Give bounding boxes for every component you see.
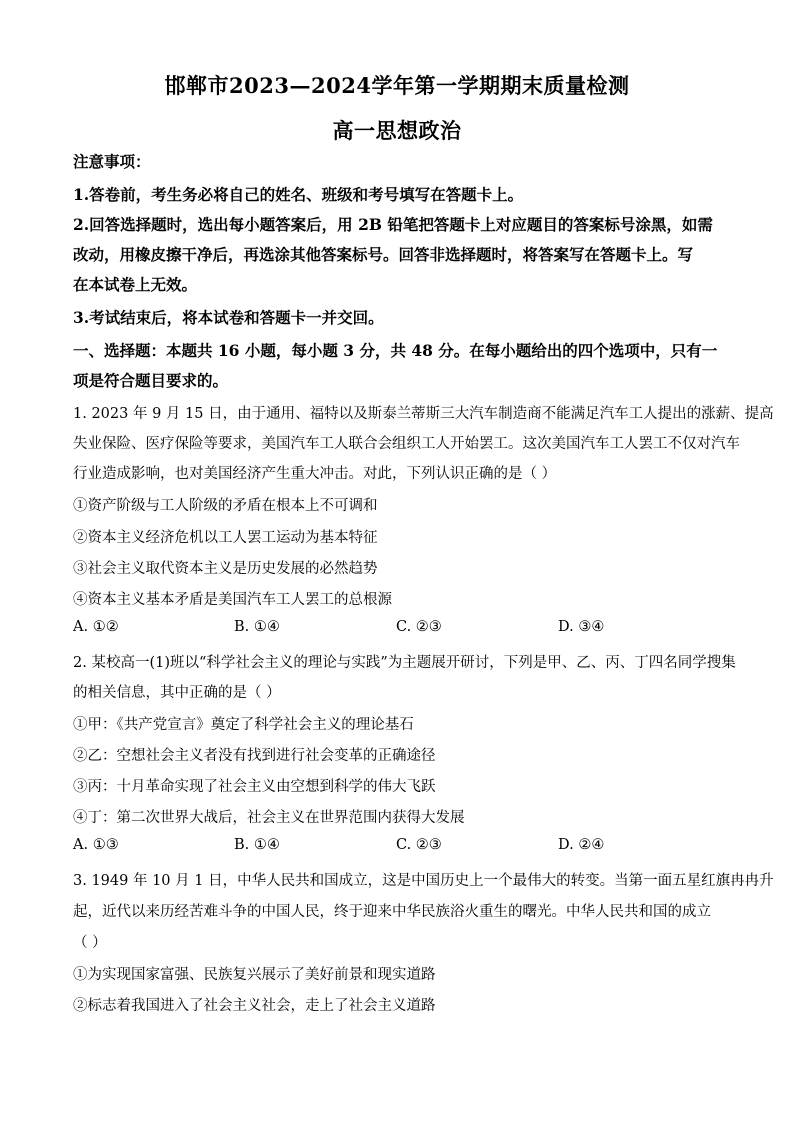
exam-title: 邯郸市2023—2024学年第一学期期末质量检测 [164,73,630,98]
notice-heading: 注意事项： [73,152,151,171]
q1-item: ③社会主义取代资本主义是历史发展的必然趋势 [73,561,378,577]
notice-line: 3.考试结束后，将本试卷和答题卡一并交回。 [73,308,384,327]
section-header: 项是符合题目要求的。 [73,371,229,390]
q2-item: ②乙：空想社会主义者没有找到进行社会变革的正确途径 [73,748,436,764]
q1-item: ①资产阶级与工人阶级的矛盾在根本上不可调和 [73,498,378,514]
q2-option-a: A. ①③ [73,837,119,853]
q1-option-b: B. ①④ [234,619,280,635]
q1-stem: 1. 2023 年 9 月 15 日，由于通用、福特以及斯泰兰蒂斯三大汽车制造商不能满足汽车工人提出的涨薪、提高 [73,406,774,422]
q2-option-d: D. ②④ [558,837,605,853]
q3-stem: 3. 1949 年 10 月 1 日，中华人民共和国成立，这是中国历史上一个最伟大的转变。当第一面五星红旗冉冉升 [73,873,774,889]
q2-stem: 的相关信息，其中正确的是（ ） [73,685,281,701]
notice-line: 在本试卷上无效。 [73,275,198,294]
q1-stem: 行业造成影响，也对美国经济产生重大冲击。对此，下列认识正确的是（ ） [73,466,557,482]
notice-line: 1.答卷前，考生务必将自己的姓名、班级和考号填写在答题卡上。 [73,185,524,204]
q1-option-a: A. ①② [73,619,119,635]
q2-item: ④丁：第二次世界大战后，社会主义在世界范围内获得大发展 [73,810,465,826]
q3-stem: 起，近代以来历经苦难斗争的中国人民，终于迎来中华民族浴火重生的曙光。中华人民共和国的成立 [73,904,711,920]
q1-stem: 失业保险、医疗保险等要求，美国汽车工人联合会组织工人开始罢工。这次美国汽车工人罢工不仅对汽车 [73,436,740,452]
exam-subtitle: 高一思想政治 [332,118,462,143]
q3-item: ①为实现国家富强、民族复兴展示了美好前景和现实道路 [73,967,436,983]
notice-line: 2.回答选择题时，选出每小题答案后，用 2B 铅笔把答题卡上对应题目的答案标号涂黑，如需 [73,215,713,234]
section-header: 一、选择题：本题共 16 小题，每小题 3 分，共 48 分。在每小题给出的四个选项中，只有一 [73,341,718,360]
q1-item: ②资本主义经济危机以工人罢工运动为基本特征 [73,530,378,546]
q3-stem: （ ） [73,935,107,951]
q2-item: ①甲：《共产党宣言》奠定了科学社会主义的理论基石 [73,717,414,733]
q2-option-c: C. ②③ [396,837,442,853]
q2-item: ③丙：十月革命实现了社会主义由空想到科学的伟大飞跃 [73,779,436,795]
q3-item: ②标志着我国进入了社会主义社会，走上了社会主义道路 [73,998,436,1014]
q1-option-d: D. ③④ [558,619,605,635]
q1-item: ④资本主义基本矛盾是美国汽车工人罢工的总根源 [73,592,392,608]
q2-stem: 2. 某校高一(1)班以“科学社会主义的理论与实践”为主题展开研讨，下列是甲、乙、丙、丁四名同学搜集 [73,655,736,671]
notice-line: 改动，用橡皮擦干净后，再选涂其他答案标号。回答非选择题时，将答案写在答题卡上。写 [73,245,694,264]
q1-option-c: C. ②③ [396,619,442,635]
q2-option-b: B. ①④ [234,837,280,853]
